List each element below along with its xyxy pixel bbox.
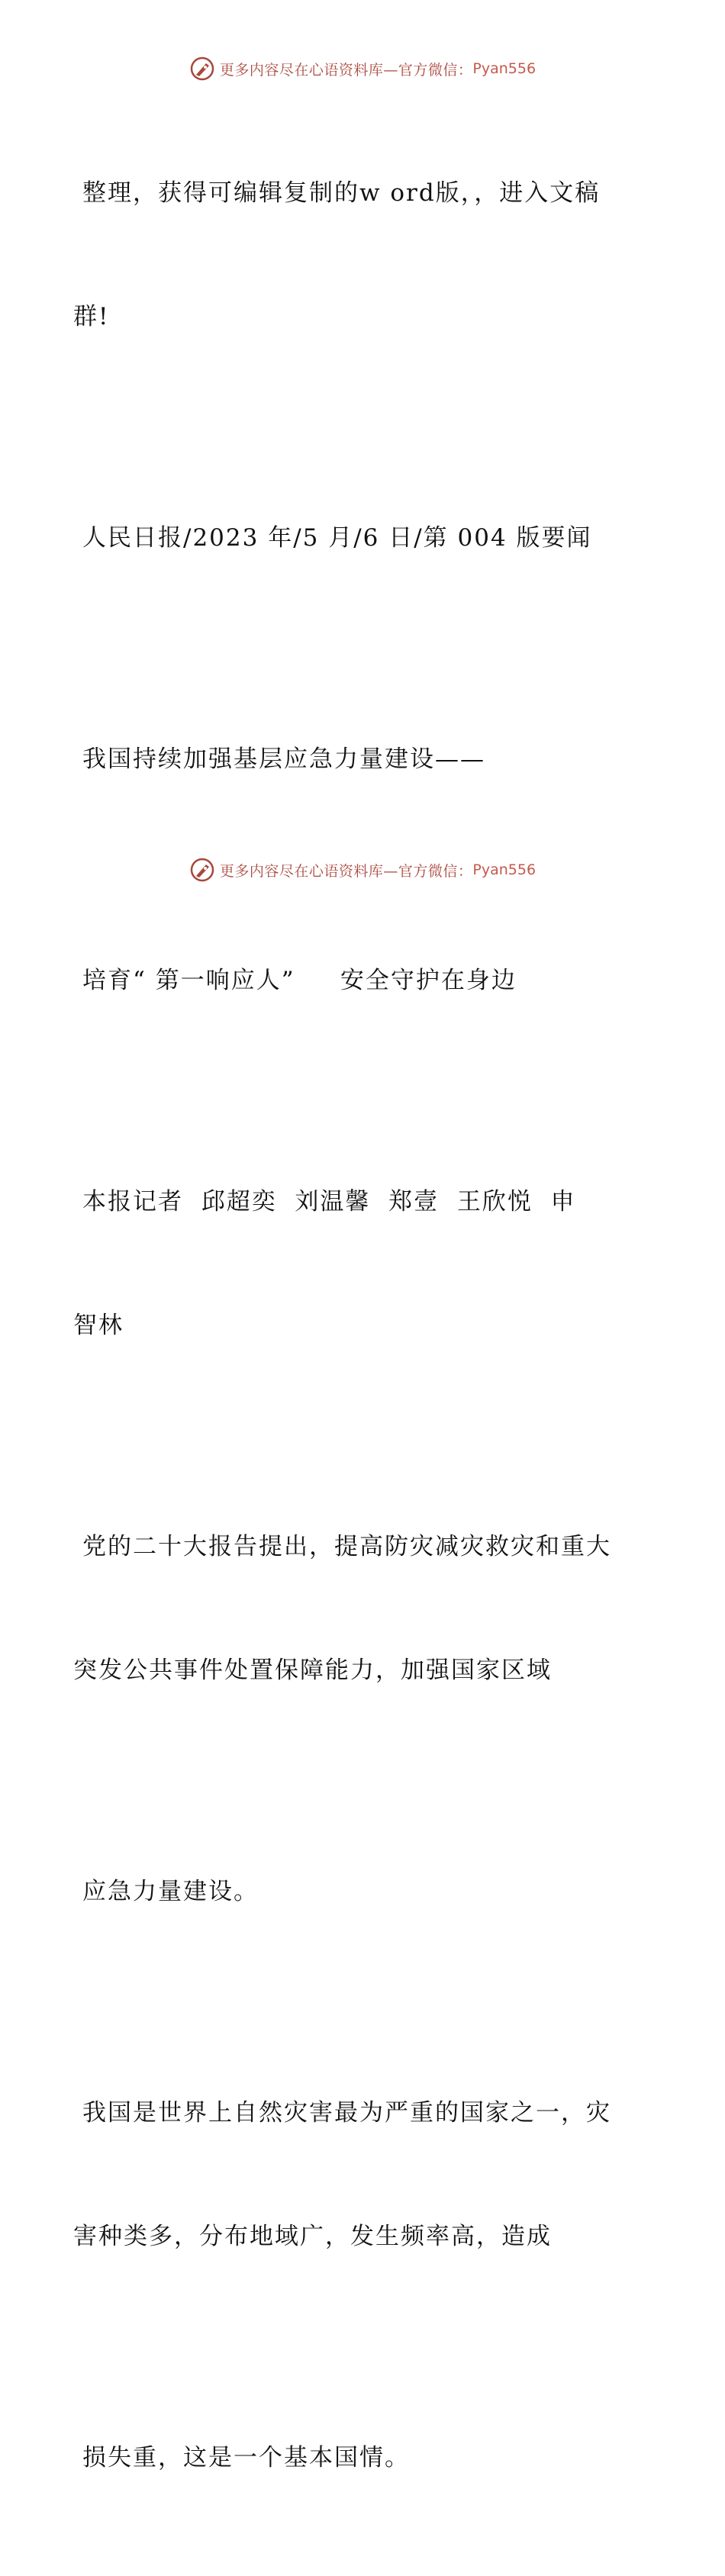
paragraph (73, 90, 638, 420)
paragraph (73, 1789, 638, 1995)
pen-nib-logo-icon (189, 56, 215, 82)
text-line: 突发公共事件处置保障能力，加强国家区域 (73, 1657, 552, 1684)
text-line: 人民日报/2023 年/5 月/6 日/第 004 版要闻 (82, 524, 592, 552)
watermark-wechat-id: Pyan556 (472, 60, 536, 77)
watermark-wechat-id: Pyan556 (472, 861, 536, 878)
headline (73, 877, 638, 1084)
paragraph (73, 1444, 638, 1773)
text-line: 智林 (73, 1312, 124, 1339)
text-line: 整理，获得可编辑复制的w ord版，，进入文稿 (82, 179, 601, 207)
paragraph (73, 2010, 638, 2339)
pen-nib-logo-icon (189, 857, 215, 883)
text-line: 本报记者 邱超奕 刘温馨 郑壹 王欣悦 申 (82, 1188, 576, 1216)
paragraph (73, 2355, 638, 2561)
document-body (73, 90, 638, 2576)
header-watermark-banner (0, 53, 725, 84)
headline-kicker (73, 656, 638, 862)
text-line: 培育“ 第一响应人” 安全守护在身边 (82, 967, 517, 994)
text-line: 群! (73, 303, 110, 330)
byline (73, 1099, 638, 1428)
text-line: 损失重，这是一个基本国情。 (82, 2444, 410, 2471)
watermark-text: 更多内容尽在心语资料库—官方微信： (219, 862, 473, 880)
source-line (73, 435, 638, 641)
text-line: 我国是世界上自然灾害最为严重的国家之一，灾 (82, 2099, 611, 2127)
watermark-text: 更多内容尽在心语资料库—官方微信： (219, 61, 473, 79)
text-line: 害种类多，分布地域广，发生频率高，造成 (73, 2223, 552, 2250)
text-line: 我国持续加强基层应急力量建设—— (82, 745, 485, 773)
text-line: 应急力量建设。 (82, 1878, 259, 1905)
text-line: 党的二十大报告提出，提高防灾减灾救灾和重大 (82, 1533, 611, 1560)
footer-watermark-banner (0, 855, 725, 885)
